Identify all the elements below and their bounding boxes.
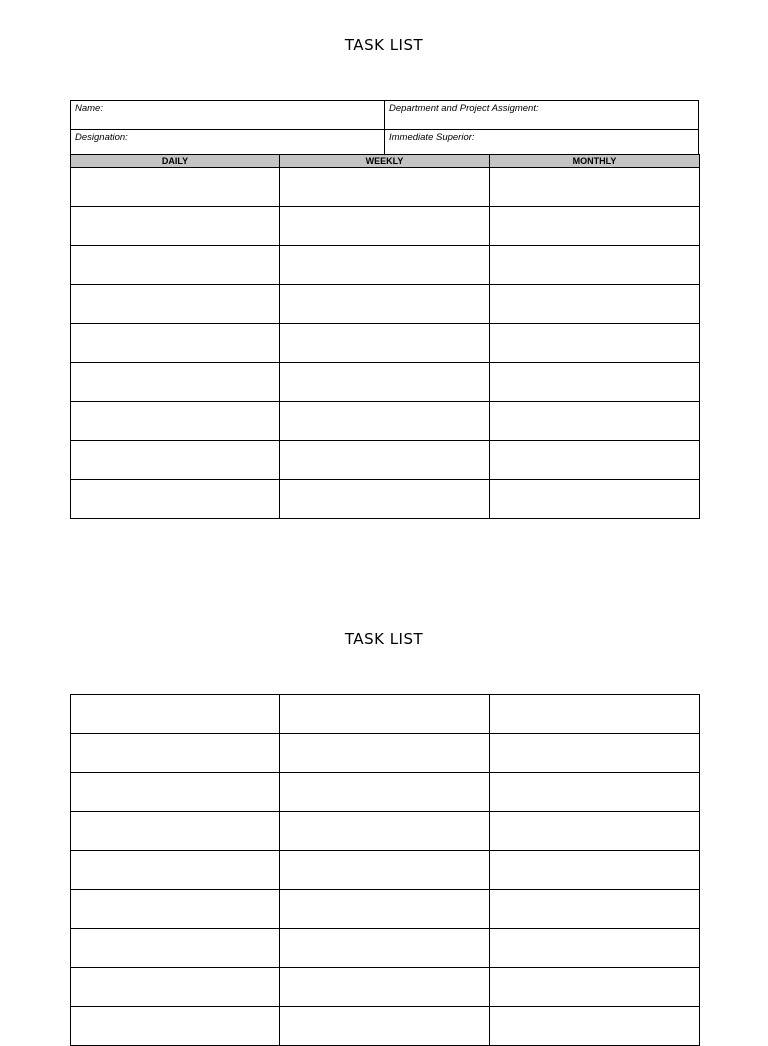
table-row xyxy=(71,890,700,929)
table-row xyxy=(71,480,700,519)
task-cell-weekly[interactable] xyxy=(280,734,490,773)
task-cell-weekly[interactable] xyxy=(280,968,490,1007)
employee-info-table xyxy=(70,100,699,159)
table-row xyxy=(71,246,700,285)
task-cell-monthly[interactable] xyxy=(490,734,700,773)
table-row xyxy=(71,402,700,441)
task-cell-daily[interactable] xyxy=(71,324,280,363)
task-cell-weekly[interactable] xyxy=(280,207,490,246)
page-title: TASK LIST xyxy=(344,630,424,648)
task-cell-weekly[interactable] xyxy=(280,363,490,402)
task-cell-monthly[interactable] xyxy=(490,695,700,734)
name-field[interactable] xyxy=(71,101,385,130)
task-cell-monthly[interactable] xyxy=(490,324,700,363)
task-cell-weekly[interactable] xyxy=(280,246,490,285)
task-cell-monthly[interactable] xyxy=(490,363,700,402)
task-cell-daily[interactable] xyxy=(71,929,280,968)
task-cell-monthly[interactable] xyxy=(490,773,700,812)
task-cell-daily[interactable] xyxy=(71,480,280,519)
task-cell-daily[interactable] xyxy=(71,851,280,890)
name-label: Name: xyxy=(75,103,103,114)
table-row xyxy=(71,168,700,207)
page-title: TASK LIST xyxy=(344,36,424,54)
table-row xyxy=(71,324,700,363)
info-row xyxy=(71,101,699,130)
table-row xyxy=(71,1007,700,1046)
task-cell-daily[interactable] xyxy=(71,734,280,773)
task-cell-weekly[interactable] xyxy=(280,851,490,890)
task-table xyxy=(70,694,700,1046)
task-cell-weekly[interactable] xyxy=(280,441,490,480)
task-cell-daily[interactable] xyxy=(71,207,280,246)
task-cell-weekly[interactable] xyxy=(280,890,490,929)
table-row xyxy=(71,695,700,734)
table-row xyxy=(71,734,700,773)
table-row xyxy=(71,929,700,968)
task-cell-monthly[interactable] xyxy=(490,929,700,968)
task-cell-weekly[interactable] xyxy=(280,1007,490,1046)
task-cell-monthly[interactable] xyxy=(490,246,700,285)
task-cell-daily[interactable] xyxy=(71,773,280,812)
table-row xyxy=(71,812,700,851)
task-cell-monthly[interactable] xyxy=(490,168,700,207)
task-cell-daily[interactable] xyxy=(71,968,280,1007)
task-cell-monthly[interactable] xyxy=(490,1007,700,1046)
task-cell-monthly[interactable] xyxy=(490,207,700,246)
task-cell-monthly[interactable] xyxy=(490,968,700,1007)
task-cell-daily[interactable] xyxy=(71,168,280,207)
designation-label: Designation: xyxy=(75,132,128,143)
table-row xyxy=(71,441,700,480)
task-cell-monthly[interactable] xyxy=(490,441,700,480)
task-cell-weekly[interactable] xyxy=(280,695,490,734)
task-cell-weekly[interactable] xyxy=(280,402,490,441)
task-cell-monthly[interactable] xyxy=(490,812,700,851)
task-cell-daily[interactable] xyxy=(71,285,280,324)
superior-label: Immediate Superior: xyxy=(389,132,475,143)
task-cell-daily[interactable] xyxy=(71,246,280,285)
table-row xyxy=(71,851,700,890)
table-row xyxy=(71,773,700,812)
task-cell-monthly[interactable] xyxy=(490,851,700,890)
task-header-row xyxy=(71,155,700,168)
column-header-weekly: WEEKLY xyxy=(280,155,490,168)
table-row xyxy=(71,285,700,324)
department-label: Department and Project Assigment: xyxy=(389,103,539,114)
task-cell-monthly[interactable] xyxy=(490,890,700,929)
task-cell-monthly[interactable] xyxy=(490,285,700,324)
task-cell-weekly[interactable] xyxy=(280,929,490,968)
task-cell-weekly[interactable] xyxy=(280,324,490,363)
table-row xyxy=(71,968,700,1007)
task-table xyxy=(70,154,700,519)
task-cell-weekly[interactable] xyxy=(280,168,490,207)
task-cell-daily[interactable] xyxy=(71,363,280,402)
task-cell-weekly[interactable] xyxy=(280,285,490,324)
column-header-daily: DAILY xyxy=(71,155,280,168)
task-cell-weekly[interactable] xyxy=(280,773,490,812)
table-row xyxy=(71,363,700,402)
table-row xyxy=(71,207,700,246)
column-header-monthly: MONTHLY xyxy=(490,155,700,168)
task-cell-daily[interactable] xyxy=(71,812,280,851)
task-cell-daily[interactable] xyxy=(71,402,280,441)
task-cell-daily[interactable] xyxy=(71,695,280,734)
task-cell-monthly[interactable] xyxy=(490,402,700,441)
department-field[interactable] xyxy=(385,101,699,130)
task-cell-weekly[interactable] xyxy=(280,480,490,519)
task-cell-daily[interactable] xyxy=(71,441,280,480)
task-cell-daily[interactable] xyxy=(71,1007,280,1046)
task-cell-weekly[interactable] xyxy=(280,812,490,851)
task-cell-monthly[interactable] xyxy=(490,480,700,519)
task-cell-daily[interactable] xyxy=(71,890,280,929)
